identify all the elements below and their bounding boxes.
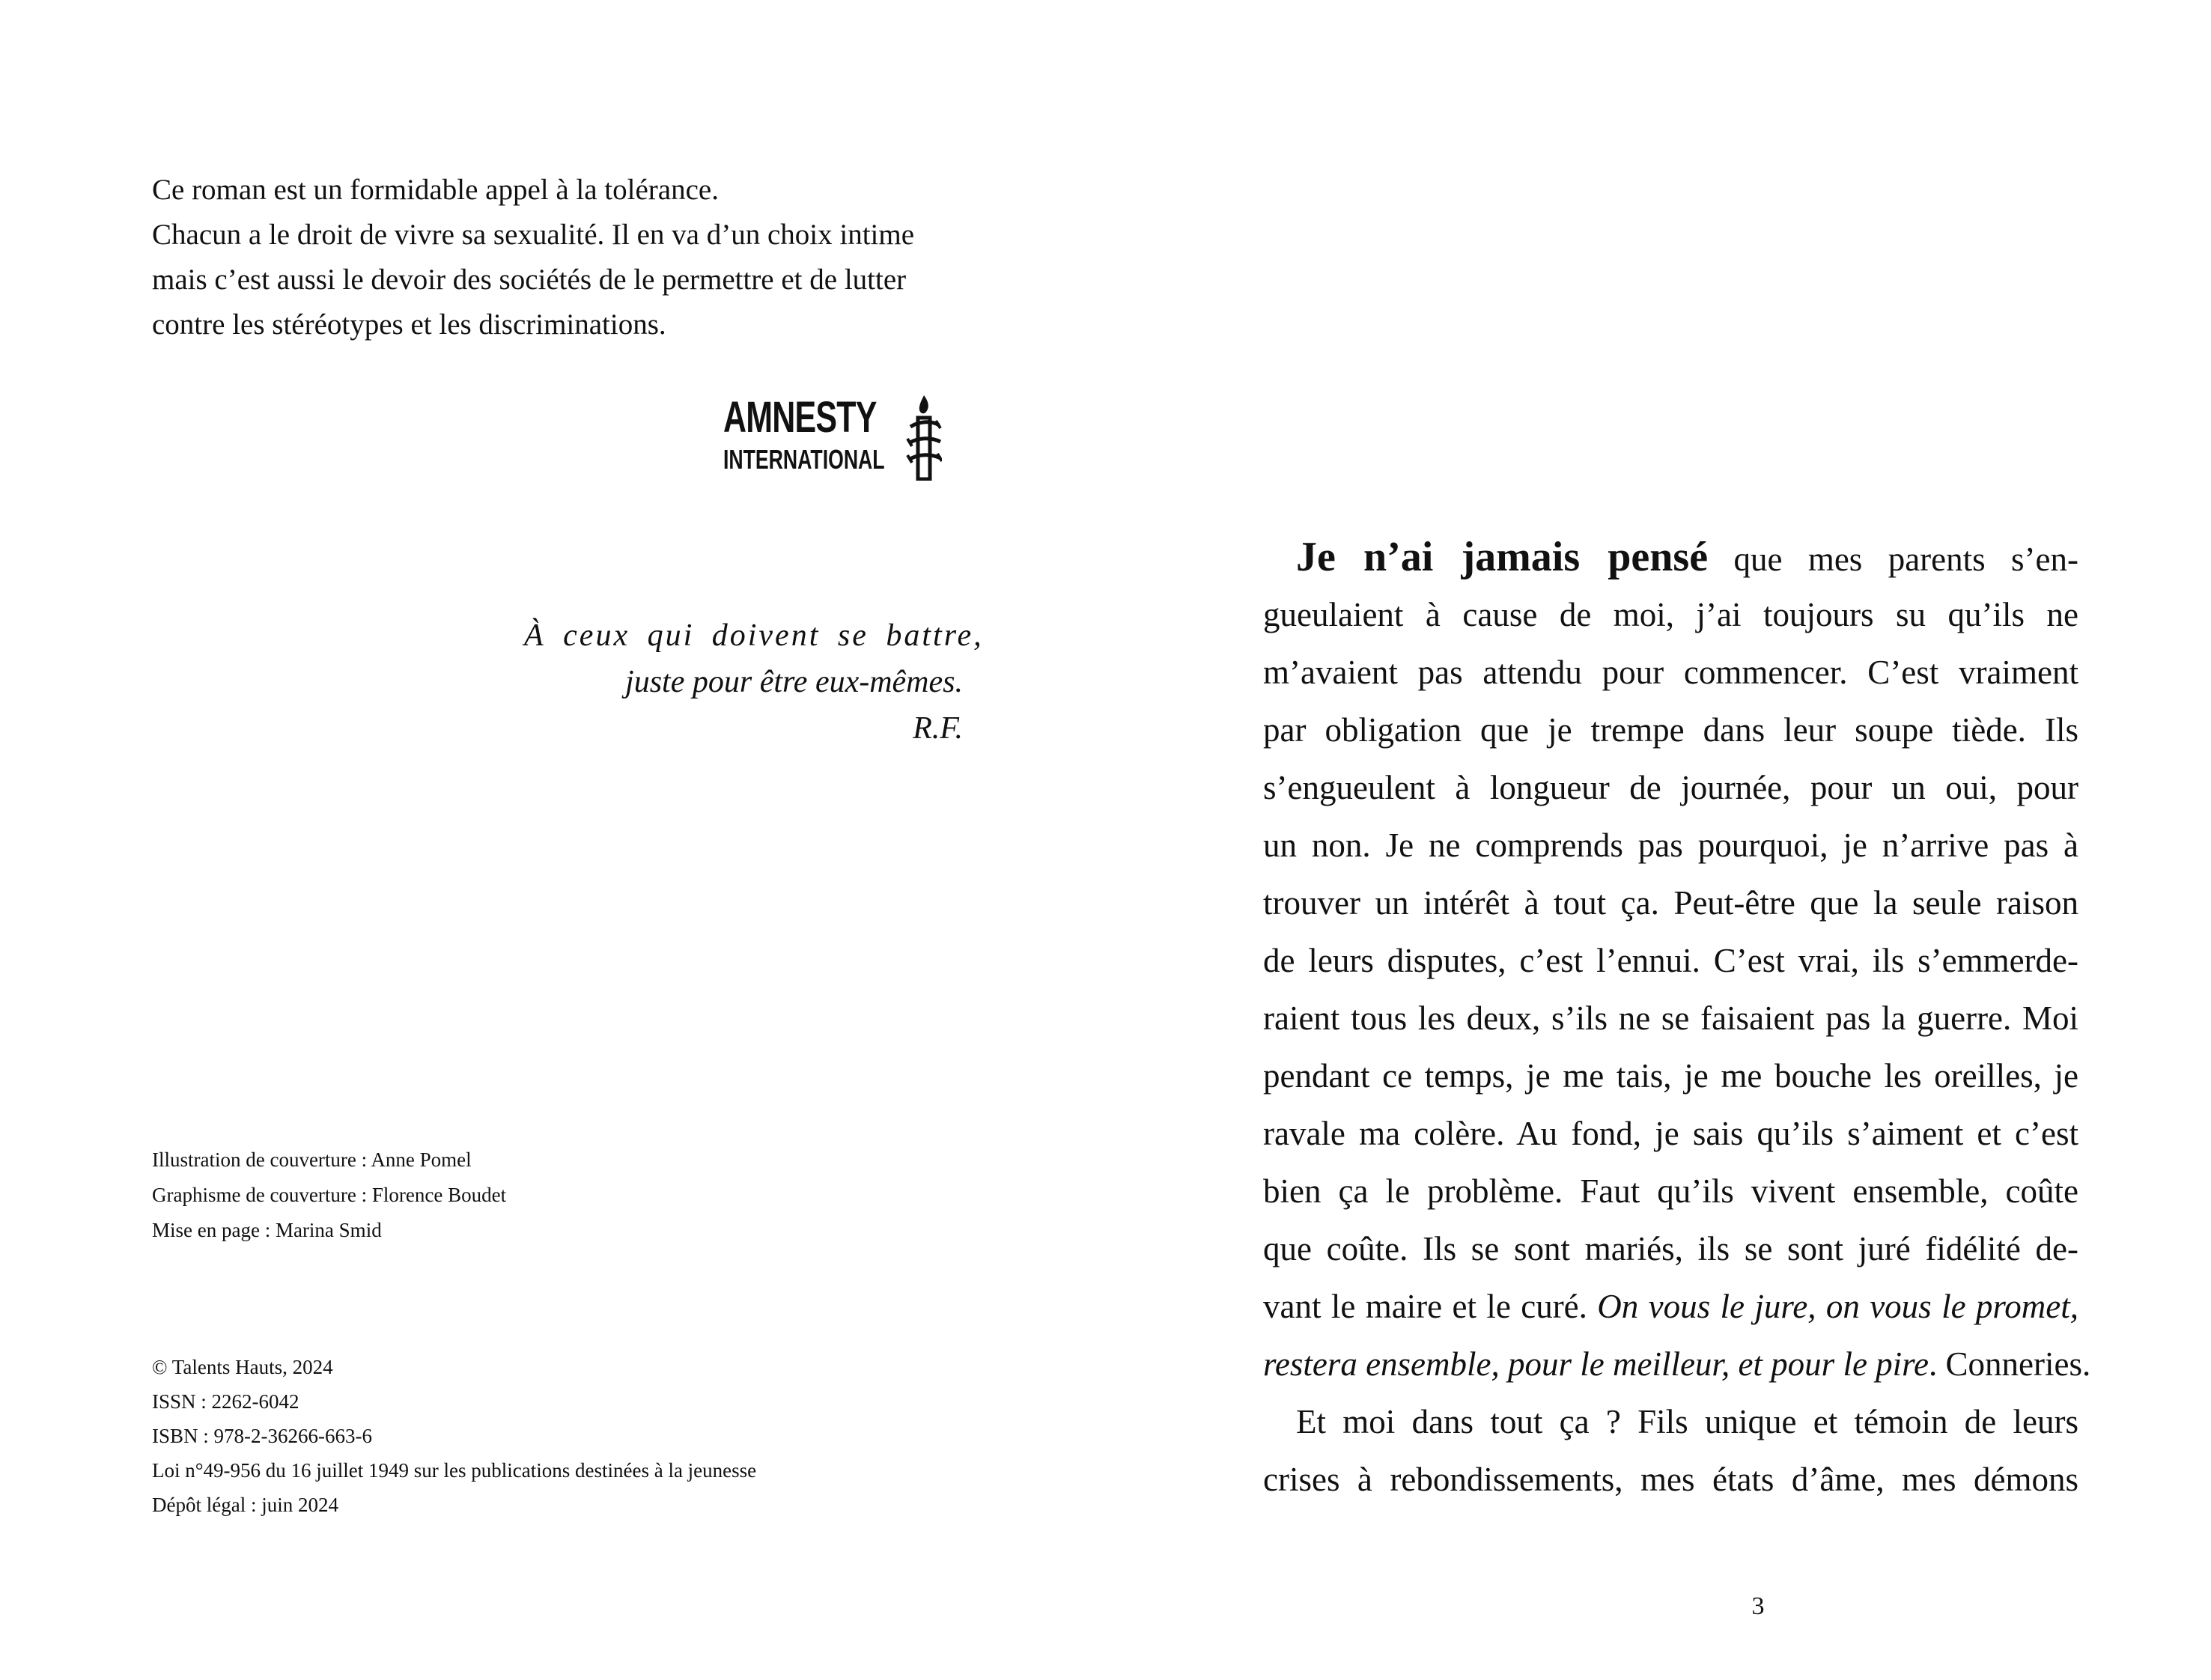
- logo-line-amnesty: AMNESTY: [723, 393, 877, 442]
- body-line: ravale ma colère. Au fond, je sais qu’ils s’aiment et c’est: [1263, 1115, 2078, 1152]
- body-line: s’engueulent à longueur de journée, pour un oui, pour: [1263, 769, 2078, 806]
- amnesty-international-logo: [723, 394, 963, 484]
- opening-words: Je n’ai jamais pensé: [1296, 534, 1709, 580]
- body-line: par obligation que je trempe dans leur soupe tiède. Ils: [1263, 711, 2078, 749]
- italic-quote: On vous le jure, on vous le promet,: [1597, 1288, 2078, 1325]
- intro-line: contre les stéréotypes et les discriminations.: [152, 308, 666, 341]
- intro-line: Chacun a le droit de vivre sa sexualité. Il en va d’un choix intime: [152, 219, 915, 251]
- legal-line: Loi n°49-956 du 16 juillet 1949 sur les publications destinées à la jeunesse: [152, 1459, 757, 1482]
- credit-line: Illustration de couverture : Anne Pomel: [152, 1148, 472, 1171]
- legal-line: © Talents Hauts, 2024: [152, 1356, 333, 1378]
- body-line: gueulaient à cause de moi, j’ai toujours su qu’ils ne: [1263, 596, 2078, 633]
- intro-line: mais c’est aussi le devoir des sociétés de le permettre et de lutter: [152, 264, 907, 296]
- body-fragment: vant le maire et le curé.: [1263, 1288, 1598, 1325]
- body-line: [1263, 529, 2078, 586]
- italic-quote: restera ensemble, pour le meilleur, et pour le pire: [1263, 1345, 1929, 1383]
- right-page: [1105, 0, 2211, 1680]
- dedication: [524, 612, 984, 752]
- credit-line: Mise en page : Marina Smid: [152, 1219, 382, 1241]
- page-number: 3: [1751, 1592, 1765, 1620]
- body-line: Et moi dans tout ça ? Fils unique et témoin de leurs: [1296, 1403, 2078, 1440]
- body-line: pendant ce temps, je me tais, je me bouche les oreilles, je: [1263, 1057, 2078, 1095]
- body-fragment: . Conneries.: [1929, 1345, 2091, 1383]
- intro-line: Ce roman est un formidable appel à la tolérance.: [152, 174, 719, 206]
- body-line: que coûte. Ils se sont mariés, ils se sont juré fidélité de-: [1263, 1230, 2078, 1267]
- credits: [152, 1142, 826, 1248]
- body-line: un non. Je ne comprends pas pourquoi, je n’arrive pas à: [1263, 827, 2078, 864]
- legal-line: Dépôt légal : juin 2024: [152, 1494, 338, 1516]
- body-line: [1263, 1336, 2091, 1393]
- dedication-line: À ceux qui doivent se battre,: [524, 618, 984, 653]
- credit-line: Graphisme de couverture : Florence Boudet: [152, 1184, 507, 1206]
- intro-text: [152, 168, 998, 347]
- chapter-body: [1263, 529, 2091, 1509]
- dedication-signature: R.F.: [913, 711, 963, 746]
- logo-line-international: INTERNATIONAL: [723, 444, 885, 475]
- candle-barbed-wire-icon: [906, 394, 942, 481]
- left-page: [0, 0, 1105, 1680]
- body-line: trouver un intérêt à tout ça. Peut-être que la seule raison: [1263, 884, 2078, 922]
- legal-line: ISBN : 978-2-36266-663-6: [152, 1425, 372, 1447]
- body-line: m’avaient pas attendu pour commencer. C’est vraiment: [1263, 654, 2078, 691]
- body-line: [1263, 1278, 2078, 1336]
- body-line: crises à rebondissements, mes états d’âme, mes démons: [1263, 1461, 2078, 1498]
- body-fragment: que mes parents s’en-: [1708, 541, 2078, 578]
- body-line: raient tous les deux, s’ils ne se faisaient pas la guerre. Moi: [1263, 999, 2078, 1037]
- legal-line: ISSN : 2262-6042: [152, 1390, 299, 1413]
- body-line: de leurs disputes, c’est l’ennui. C’est vrai, ils s’emmerde-: [1263, 942, 2078, 979]
- dedication-line: juste pour être eux-mêmes.: [625, 665, 963, 699]
- body-line: bien ça le problème. Faut qu’ils vivent ensemble, coûte: [1263, 1172, 2078, 1210]
- legal-info: [152, 1350, 976, 1522]
